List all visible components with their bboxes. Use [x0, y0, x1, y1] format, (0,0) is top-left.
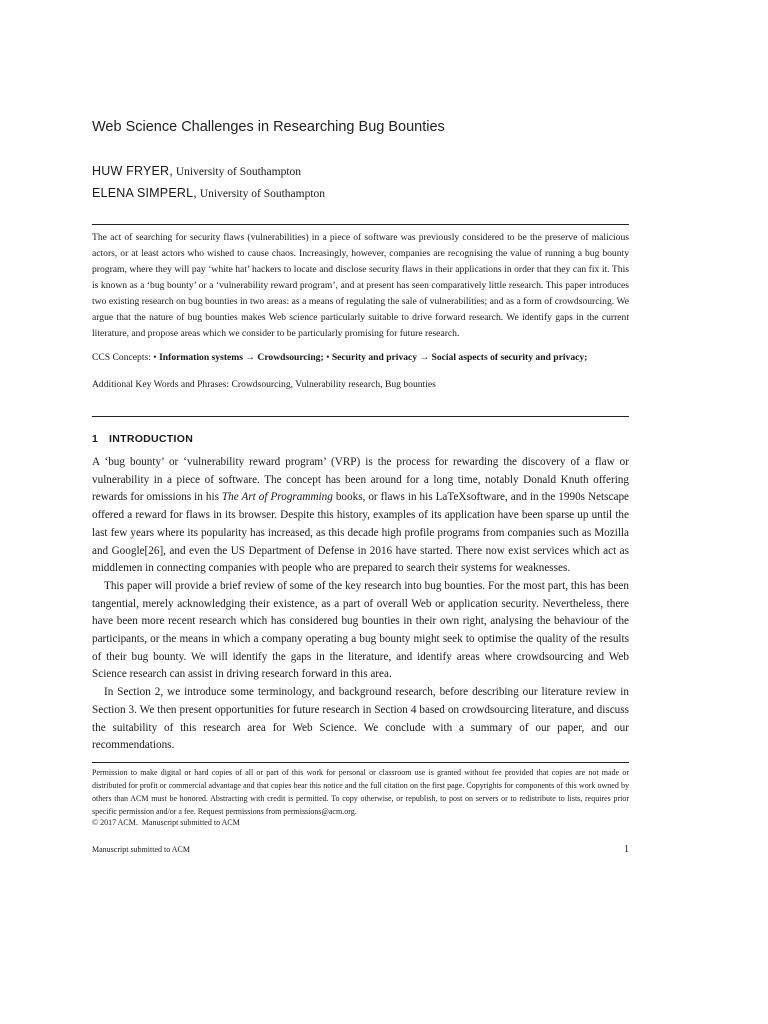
- author-2-name: ELENA SIMPERL,: [92, 186, 197, 200]
- ccs-separator: •: [323, 352, 332, 363]
- keywords: Additional Key Words and Phrases: Crowdsourcing, Vulnerability research, Bug bounties: [92, 379, 436, 390]
- book-title-italic: The Art of Programming: [221, 491, 333, 504]
- intro-paragraph-1: [92, 454, 629, 578]
- section-title: INTRODUCTION: [109, 433, 194, 445]
- intro-paragraph-3: In Section 2, we introduce some terminology, and background research, before describing our literature review in Section 3. We then present opportunities for future research in Section 4 based on crowdsourcing literature, and discuss the suitability of this research area for Web Science. We conclude with a summary of our paper, and our recommendations.: [92, 686, 629, 752]
- author-1-affiliation: University of Southampton: [172, 166, 302, 178]
- intro-p1-text-b: books, or flaws in his: [332, 491, 436, 504]
- abstract: The act of searching for security flaws (vulnerabilities) in a piece of software was previously considered to be the preserve of malicious actors, or at least actors who wished to cause chaos. Increasingly, however, companies are recognising the value of running a bug bounty program, where they will pay ‘white hat’ hackers to locate and disclose security flaws in their applications in order that they can fix it. This is known as a ‘bug bounty’ or a ‘vulnerability reward program’, and at present has seen comparatively little research. This paper introduces two existing research on bug bounties in two areas: as a means of regulating the sale of vulnerabilities; and as a form of crowdsourcing. We argue that the nature of bug bounties makes Web science particularly suitable to drive forward research. We identify gaps in the current literature, and propose areas which we consider to be particularly promising for future research.: [92, 232, 629, 339]
- intro-paragraph-2: This paper will provide a brief review of some of the key research into bug bounties. For the most part, this has been tangential, merely acknowledging their existence, as a part of overall Web or application security. Nevertheless, there have been more recent research which has considered bug bounties in their own right, analysing the behaviour of the participants, or the means in which a company operating a bug bounty might seek to optimise the quality of the results of their bug bounty. We will identify the gaps in the literature, and identify areas where crowdsourcing and Web Science research can assist in driving research forward in this area.: [92, 579, 629, 681]
- footnote-rule: [92, 762, 629, 763]
- intro-p1-text-c: software, and in the 1990s Netscape offered a reward for flaws in its browser. Despite this history, examples of its application have been sparse up until the last few years where its popularity has increased, as this decade high profile programs from companies such as Mozilla and Google[26], and even the US Department of Defense in 2016 have started. There now exist services which act as middlemen in connecting companies with people who are prepared to search their systems for weaknesses.: [92, 491, 629, 575]
- ccs-label: CCS Concepts: •: [92, 352, 160, 363]
- permission-footnote: Permission to make digital or hard copies of all or part of this work for personal or classroom use is granted without fee provided that copies are not made or distributed for profit or commercial advantage and that copies bear this notice and the full citation on the first page. Copyrights for components of this work owned by others than ACM must be honored. Abstracting with credit is permitted. To copy otherwise, or republish, to post on servers or to redistribute to lists, requires prior specific permission and/or a fee. Request permissions from permissions@acm.org.: [92, 768, 629, 816]
- running-footer: Manuscript submitted to ACM: [92, 845, 190, 854]
- author-1-name: HUW FRYER,: [92, 164, 173, 178]
- ccs-concept-information-systems: Information systems → Crowdsourcing;: [159, 352, 324, 363]
- ccs-concept-security-privacy: Security and privacy → Social aspects of security and privacy;: [331, 352, 588, 363]
- paper-title: Web Science Challenges in Researching Bug Bounties: [92, 119, 445, 135]
- introduction-body: [92, 454, 629, 755]
- abstract-bottom-rule: [92, 416, 629, 417]
- page-number: 1: [624, 844, 629, 855]
- section-number: 1: [92, 433, 99, 445]
- ccs-concepts: [92, 352, 652, 363]
- copyright-line: © 2017 ACM. Manuscript submitted to ACM: [92, 818, 240, 827]
- author-2-affiliation: University of Southampton: [196, 188, 326, 200]
- author-1: [92, 164, 301, 178]
- intro-p1-text-a: A ‘bug bounty’ or ‘vulnerability reward program’ (VRP) is the process for rewarding the discovery of a flaw or vulnerability in a piece of software. The concept has been around for a long time, notably Donald Knuth offering rewards for omissions in his: [92, 456, 629, 504]
- latex-logo: LaTeX: [435, 491, 467, 504]
- abstract-top-rule: [92, 224, 629, 225]
- section-heading-introduction: [92, 433, 193, 445]
- author-2: [92, 186, 325, 200]
